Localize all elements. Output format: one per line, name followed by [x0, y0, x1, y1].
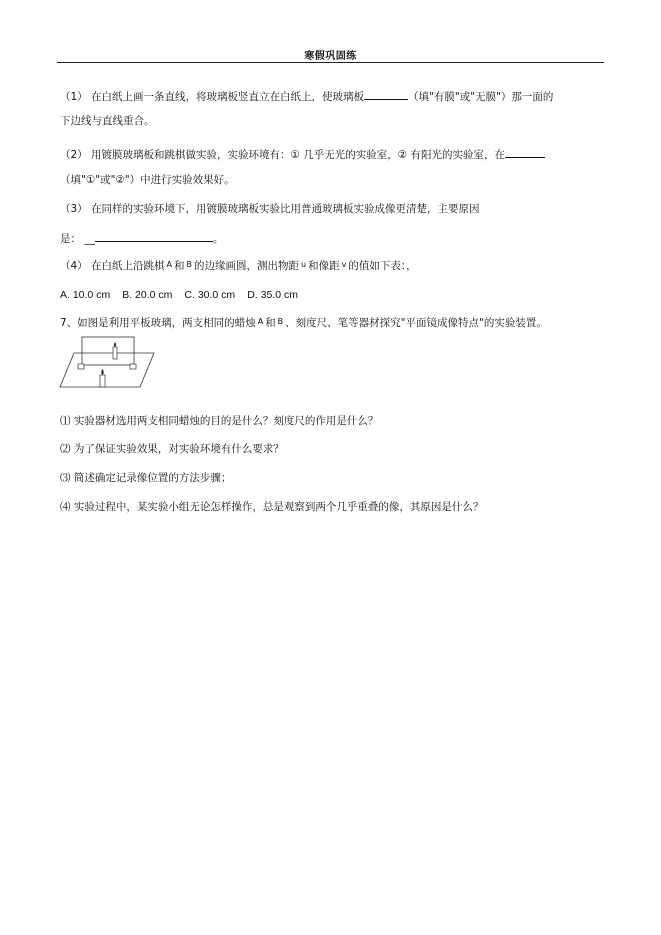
- sub-question-4-text: 实验过程中，某实验小组无论怎样操作，总是观察到两个几乎重叠的像，其原因是什么？: [73, 501, 484, 513]
- sub-question-1-text: 实验器材选用两支相同蜡烛的目的是什么？刻度尺的作用是什么？: [73, 415, 379, 427]
- question-4-line-1: [60, 259, 417, 274]
- label-b: B: [186, 260, 193, 269]
- question-4-text-a: （4） 在白纸上沿跳棋: [60, 260, 165, 272]
- answer-blank-1[interactable]: [364, 88, 408, 100]
- label-a: A: [166, 260, 173, 269]
- plane-mirror-apparatus-figure: [58, 331, 158, 389]
- question-4-text-e: 的值如下表：，: [348, 260, 417, 272]
- option-a[interactable]: A. 10.0 cm: [60, 289, 111, 301]
- sub-question-4-number: ⑷: [60, 501, 71, 513]
- sub-question-1-number: ⑴: [60, 415, 71, 427]
- question-3-text-b: 是：: [60, 233, 81, 245]
- candle-b-label: B: [277, 317, 284, 326]
- glass-foot-left: [78, 364, 84, 369]
- question-4-text-c: 的边缘画圆，测出物距: [194, 260, 300, 272]
- table-surface: [60, 353, 154, 387]
- header-divider: [57, 62, 604, 63]
- question-7-stem: [60, 316, 547, 331]
- sub-question-1: [60, 414, 378, 428]
- option-d[interactable]: D. 35.0 cm: [247, 289, 298, 301]
- flame-a-icon: [101, 369, 104, 375]
- question-1-line-2: 下边线与直线重合。: [60, 115, 155, 127]
- glass-foot-right: [130, 364, 136, 369]
- candle-a-label: A: [257, 317, 264, 326]
- label-v: v: [341, 260, 347, 269]
- question-2-line-2: （填"①"或"②"）中进行实验效果好。: [60, 174, 235, 186]
- question-4-text-d: 和像距: [308, 260, 340, 272]
- question-3-text-c: __: [84, 233, 95, 245]
- question-4-options: [60, 288, 310, 302]
- answer-blank-3[interactable]: [95, 230, 213, 242]
- flame-b-icon: [114, 342, 116, 347]
- question-7-and: 和: [265, 317, 276, 329]
- question-3-text-d: 。: [212, 233, 224, 245]
- page-header-title: 寒假巩固练: [304, 51, 357, 62]
- question-1-text-b: （填"有膜"或"无膜"）那一面的: [408, 91, 554, 103]
- sub-question-3: [60, 471, 231, 485]
- question-4-text-b: 和: [174, 260, 185, 272]
- question-7-text-b: 、刻度尺、笔等器材探究"平面镜成像特点"的实验装置。: [285, 317, 547, 329]
- question-3-line-1: （3） 在同样的实验环境下，用镀膜玻璃板实验比用普通玻璃板实验成像更清楚，主要原因: [60, 203, 480, 215]
- label-u: u: [301, 260, 307, 269]
- sub-question-3-number: ⑶: [60, 472, 71, 484]
- question-2-line-1: [60, 146, 545, 162]
- option-c[interactable]: C. 30.0 cm: [184, 289, 236, 301]
- candle-b-icon: [113, 347, 117, 359]
- question-1-line-1: [60, 88, 553, 104]
- question-2-text-a: （2） 用镀膜玻璃板和跳棋做实验，实验环境有：① 几乎无光的实验室，② 有阳光的实验室，在: [60, 149, 506, 161]
- question-3-line-2: [60, 230, 223, 246]
- answer-blank-2[interactable]: [505, 146, 545, 158]
- candle-a-icon: [100, 375, 105, 387]
- question-1-text-a: （1） 在白纸上画一条直线，将玻璃板竖直立在白纸上，使玻璃板: [60, 91, 365, 103]
- sub-question-2: [60, 442, 284, 456]
- sub-question-4: [60, 500, 483, 514]
- option-b[interactable]: B. 20.0 cm: [122, 289, 173, 301]
- sub-question-3-text: 简述确定记录像位置的方法步骤；: [73, 472, 232, 484]
- sub-question-2-text: 为了保证实验效果，对实验环境有什么要求？: [73, 443, 284, 455]
- question-7-text-a: 7、如图是利用平板玻璃，两支相同的蜡烛: [60, 317, 256, 329]
- sub-question-2-number: ⑵: [60, 443, 71, 455]
- glass-plate: [82, 337, 134, 365]
